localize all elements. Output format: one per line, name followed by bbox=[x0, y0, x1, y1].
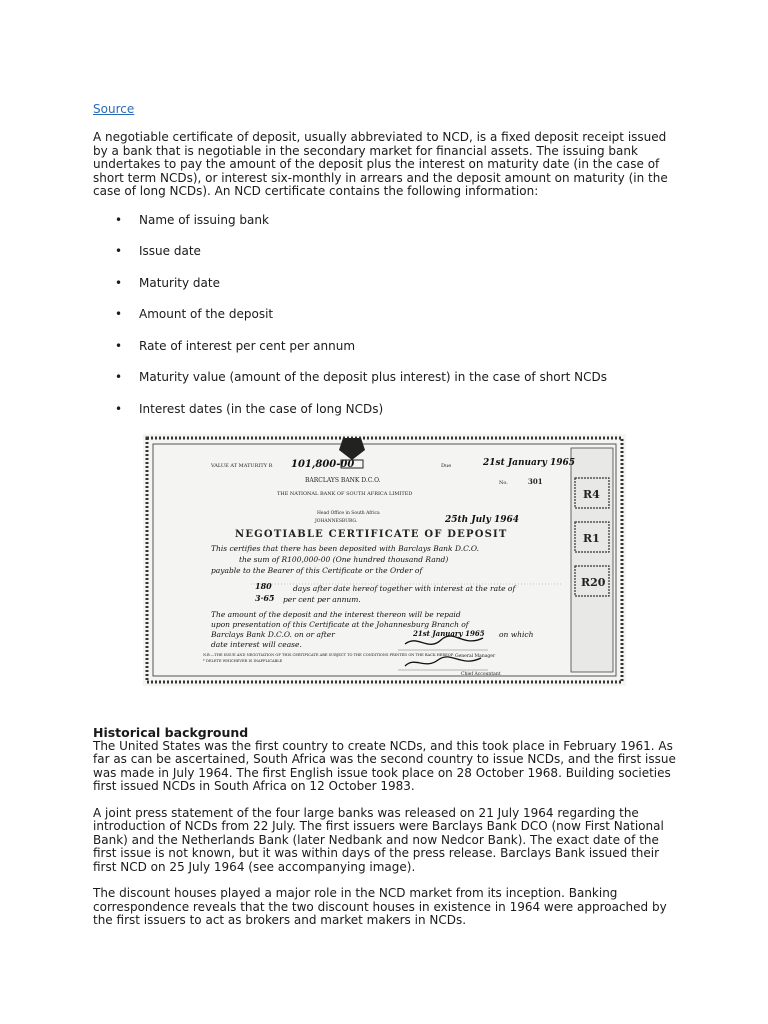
bullet-icon: • bbox=[115, 401, 123, 416]
svg-text:BARCLAYS BANK D.C.O.: BARCLAYS BANK D.C.O. bbox=[305, 477, 381, 484]
svg-text:the sum of R100,000-00 (One hu: the sum of R100,000-00 (One hundred thousand Rand) bbox=[239, 555, 449, 564]
svg-text:R4: R4 bbox=[583, 488, 600, 501]
svg-text:21st January 1965: 21st January 1965 bbox=[413, 629, 485, 638]
list-item: • Interest dates (in the case of long NCDs) bbox=[115, 401, 384, 416]
bullet-icon: • bbox=[115, 244, 123, 258]
svg-text:days after date hereof togethe: days after date hereof together with interest at the rate of bbox=[293, 584, 516, 593]
intro-paragraph: A negotiable certificate of deposit, usually abbreviated to NCD, is a fixed deposit receipt issued by a bank that is negotiable in the secondary market for financial assets. The issuing bank undertakes to pay the amount of the deposit plus the interest on maturity date (in the case of short term NCDs), or interest six-monthly in arrears and the deposit amount on maturity (in the case of long NCDs). An NCD certificate contains the following information: bbox=[93, 130, 668, 198]
ncd-info-list bbox=[93, 213, 683, 416]
source-link[interactable]: Source bbox=[93, 102, 135, 116]
svg-text:JOHANNESBURG.: JOHANNESBURG. bbox=[315, 519, 358, 524]
bullet-icon: • bbox=[115, 370, 123, 384]
svg-text:upon presentation of this Cert: upon presentation of this Certificate at the Johannesburg Branch of bbox=[211, 620, 469, 629]
list-item: • Amount of the deposit bbox=[115, 307, 274, 321]
svg-text:Chief Accountant: Chief Accountant bbox=[461, 672, 501, 677]
historical-section bbox=[93, 726, 683, 941]
svg-text:* DELETE WHICHEVER IS INAPPLIC: * DELETE WHICHEVER IS INAPPLICABLE bbox=[203, 659, 283, 663]
svg-text:NEGOTIABLE CERTIFICATE OF DEPO: NEGOTIABLE CERTIFICATE OF DEPOSIT bbox=[235, 529, 508, 540]
bullet-icon: • bbox=[115, 307, 123, 321]
bullet-icon: • bbox=[115, 275, 123, 290]
svg-text:101,800-00: 101,800-00 bbox=[291, 459, 355, 470]
svg-text:21st January 1965: 21st January 1965 bbox=[483, 458, 576, 468]
svg-text:The amount of the deposit and: The amount of the deposit and the interest thereon will be repaid bbox=[211, 610, 461, 619]
svg-text:Barclays Bank D.C.O. on or aft: Barclays Bank D.C.O. on or after bbox=[211, 630, 335, 639]
list-item: • Issue date bbox=[115, 244, 201, 258]
svg-text:3·65: 3·65 bbox=[255, 593, 275, 603]
svg-text:25th July 1964: 25th July 1964 bbox=[445, 515, 519, 525]
svg-text:R20: R20 bbox=[581, 576, 606, 589]
list-item: • Maturity value (amount of the deposit plus interest) in the case of short NCDs bbox=[115, 370, 607, 384]
svg-text:payable to the Bearer of this: payable to the Bearer of this Certificate or the Order of bbox=[211, 566, 423, 575]
bullet-icon: • bbox=[115, 338, 123, 353]
ncd-certificate-image bbox=[143, 434, 626, 686]
svg-text:THE NATIONAL BANK OF SOUTH AFR: THE NATIONAL BANK OF SOUTH AFRICA LIMITED bbox=[277, 491, 413, 497]
svg-text:301: 301 bbox=[528, 477, 543, 486]
history-paragraph: A joint press statement of the four large banks was released on 21 July 1964 regarding the introduction of NCDs from 22 July. The first issuers were Barclays Bank DCO (now First National Bank) and the Netherlands Bank (later Nedbank and now Nedcor Bank). The exact date of the first issue is not known, but it was within days of the press release. Barclays Bank issued their first NCD on 25 July 1964 (see accompanying image). bbox=[93, 805, 664, 874]
svg-text:Due: Due bbox=[441, 463, 452, 469]
svg-text:This certifies that there has: This certifies that there has been deposited with Barclays Bank D.C.O. bbox=[211, 544, 480, 553]
list-item: • Name of issuing bank bbox=[115, 212, 269, 227]
list-item: • Rate of interest per cent per annum bbox=[115, 338, 356, 353]
history-paragraph: The United States was the first country to create NCDs, and this took place in February 1961. As far as can be ascertained, South Africa was the second country to issue NCDs, and the first issue was made in July 1964. The first English issue took place on 28 October 1968. Building societies first issued NCDs in South Africa on 12 October 1983. bbox=[93, 738, 676, 793]
svg-text:date interest will cease.: date interest will cease. bbox=[211, 640, 302, 649]
list-item: • Maturity date bbox=[115, 275, 220, 290]
svg-text:N.B.—THE ISSUE AND NEGOTIATION: N.B.—THE ISSUE AND NEGOTIATION OF THIS CERTIFICATE ARE SUBJECT TO THE CONDITIONS PRINTED ON THE BACK HEREOF. bbox=[203, 653, 454, 657]
bullet-icon: • bbox=[115, 212, 123, 227]
section-heading: Historical background bbox=[93, 725, 249, 740]
svg-text:No.: No. bbox=[499, 480, 508, 486]
svg-text:per cent per annum.: per cent per annum. bbox=[283, 595, 361, 604]
svg-text:General Manager: General Manager bbox=[455, 654, 496, 659]
svg-text:VALUE AT MATURITY R: VALUE AT MATURITY R bbox=[211, 463, 273, 469]
svg-text:on which: on which bbox=[499, 630, 534, 639]
history-paragraph: The discount houses played a major role in the NCD market from its inception. Banking correspondence reveals that the two discount houses in existence in 1964 were approached by the first issuers to act as brokers and market makers in NCDs. bbox=[93, 886, 667, 927]
svg-text:R1: R1 bbox=[583, 532, 600, 545]
svg-text:Head Office in South Africa: Head Office in South Africa bbox=[317, 511, 380, 516]
document-body bbox=[93, 100, 683, 433]
svg-text:180: 180 bbox=[255, 581, 272, 591]
